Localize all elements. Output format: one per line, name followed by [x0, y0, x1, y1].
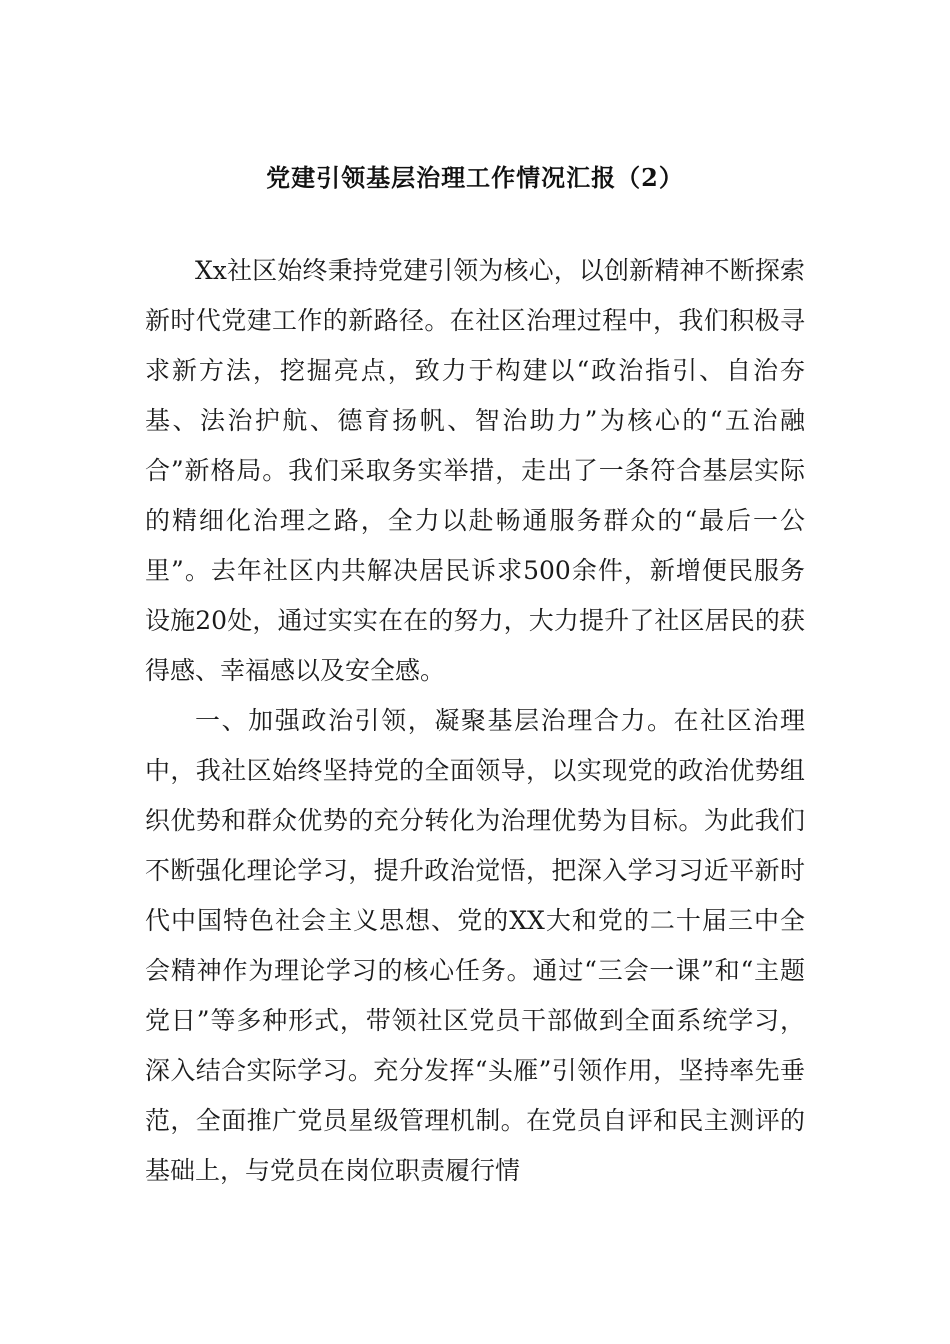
paragraph-section-one: 一、加强政治引领，凝聚基层治理合力。在社区治理中，我社区始终坚持党的全面领导，以实现党的政治优势组织优势和群众优势的充分转化为治理优势为目标。为此我们不断强化理论学习，提升政治觉悟，把深入学习习近平新时代中国特色社会主义思想、党的XX大和党的二十届三中全会精神作为理论学习的核心任务。通过“三会一课”和“主题党日”等多种形式，带领社区党员干部做到全面系统学习，深入结合实际学习。充分发挥“头雁”引领作用，坚持率先垂范，全面推广党员星级管理机制。在党员自评和民主测评的基础上，与党员在岗位职责履行情 — [145, 706, 805, 1185]
paragraph-intro: Xx社区始终秉持党建引领为核心，以创新精神不断探索新时代党建工作的新路径。在社区治理过程中，我们积极寻求新方法，挖掘亮点，致力于构建以“政治指引、自治夯基、法治护航、德育扬帆、智治助力”为核心的“五治融合”新格局。我们采取务实举措，走出了一条符合基层实际的精细化治理之路，全力以赴畅通服务群众的“最后一公里”。去年社区内共解决居民诉求500余件，新增便民服务设施20处，通过实实在在的努力，大力提升了社区居民的获得感、幸福感以及安全感。 — [145, 256, 805, 685]
document-title: 党建引领基层治理工作情况汇报（2） — [266, 163, 684, 192]
document-body — [145, 246, 805, 1196]
